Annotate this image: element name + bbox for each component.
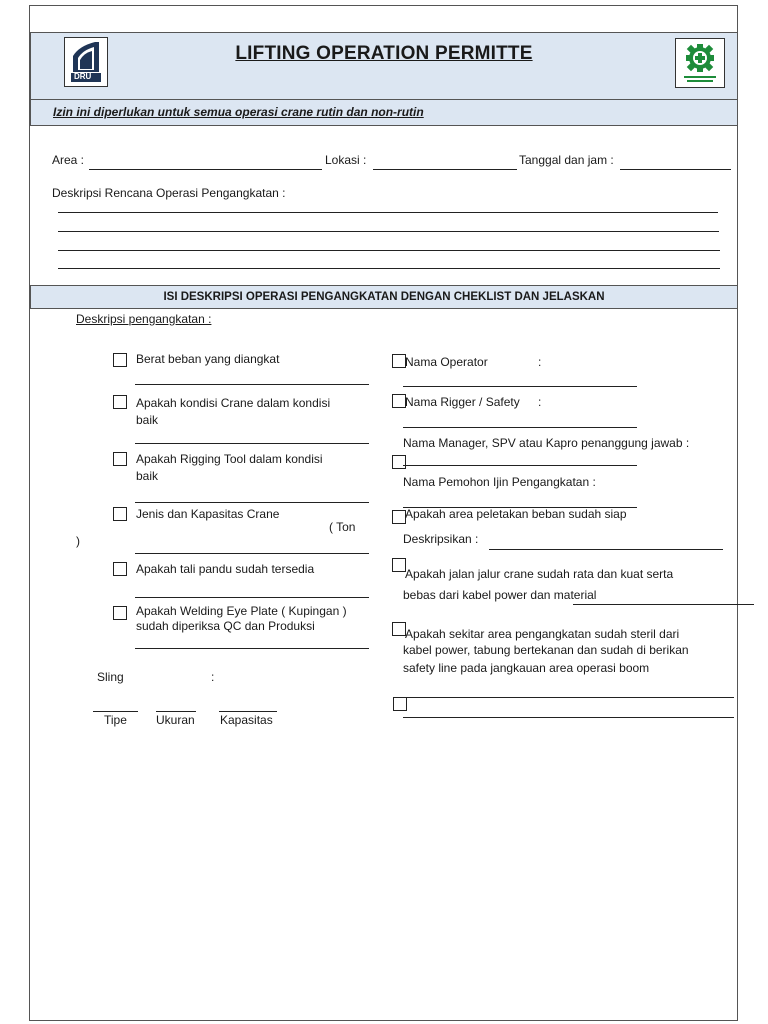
logo-text: DRU bbox=[74, 72, 92, 81]
item-jalan-jalur-crane: Apakah jalan jalur crane sudah rata dan kuat serta bbox=[405, 567, 674, 581]
item-sekitar-area-3: safety line pada jangkauan area operasi boom bbox=[403, 661, 650, 675]
deskripsikan-label: Deskripsikan : bbox=[403, 532, 479, 546]
form-header bbox=[30, 32, 738, 100]
sling-colon: : bbox=[211, 670, 215, 684]
kondisi-crane-field[interactable] bbox=[135, 443, 369, 444]
tanggal-label: Tanggal dan jam : bbox=[519, 153, 614, 167]
deskripsikan-field[interactable] bbox=[489, 549, 723, 550]
checkbox-jalan-jalur-crane[interactable] bbox=[392, 558, 406, 572]
item-tali-pandu: Apakah tali pandu sudah tersedia bbox=[136, 562, 315, 576]
item-berat-beban: Berat beban yang diangkat bbox=[136, 352, 280, 366]
deskripsi-line-3[interactable] bbox=[58, 250, 720, 251]
jenis-crane-field[interactable] bbox=[135, 553, 369, 554]
item-sekitar-area-2: kabel power, tabung bertekanan dan sudah di berikan bbox=[403, 643, 689, 657]
deskripsi-line-2[interactable] bbox=[58, 231, 719, 232]
deskripsi-line-4[interactable] bbox=[58, 268, 720, 269]
page-title: LIFTING OPERATION PERMITTE bbox=[235, 43, 533, 64]
checkbox-tali-pandu[interactable] bbox=[113, 562, 127, 576]
area-field[interactable] bbox=[89, 169, 322, 170]
lokasi-label: Lokasi : bbox=[325, 153, 367, 167]
item-jenis-crane: Jenis dan Kapasitas Crane bbox=[136, 507, 280, 521]
checkbox-berat-beban[interactable] bbox=[113, 353, 127, 367]
kapasitas-label: Kapasitas bbox=[220, 713, 273, 727]
checkbox-kondisi-crane[interactable] bbox=[113, 395, 127, 409]
kapasitas-field[interactable] bbox=[219, 711, 277, 712]
subtitle: Izin ini diperlukan untuk semua operasi crane rutin dan non-rutin bbox=[53, 105, 424, 119]
item-nama-rigger: Nama Rigger / Safety bbox=[405, 395, 520, 409]
jalan-jalur-crane-field[interactable] bbox=[573, 604, 754, 605]
rigger-colon: : bbox=[538, 395, 542, 409]
sekitar-area-field[interactable] bbox=[403, 697, 734, 698]
checkbox-nama-operator[interactable] bbox=[392, 354, 406, 368]
item-kondisi-crane: Apakah kondisi Crane dalam kondisi bbox=[136, 396, 331, 410]
nama-manager-field[interactable] bbox=[403, 465, 637, 466]
checkbox-nama-manager[interactable] bbox=[392, 455, 406, 469]
deskripsi-pengangkatan-label: Deskripsi pengangkatan : bbox=[76, 312, 212, 326]
item-sekitar-area: Apakah sekitar area pengangkatan sudah steril dari bbox=[405, 627, 680, 641]
checkbox-sekitar-area[interactable] bbox=[392, 622, 406, 636]
area-label: Area : bbox=[52, 153, 85, 167]
paren-close: ) bbox=[76, 534, 80, 548]
ukuran-field[interactable] bbox=[156, 711, 196, 712]
tipe-label: Tipe bbox=[104, 713, 127, 727]
berat-beban-field[interactable] bbox=[135, 384, 369, 385]
item-rigging-tool: Apakah Rigging Tool dalam kondisi bbox=[136, 452, 323, 466]
safety-gear-icon bbox=[676, 39, 724, 87]
deskripsi-line-1[interactable] bbox=[58, 212, 718, 213]
checkbox-nama-rigger[interactable] bbox=[392, 394, 406, 408]
k3-logo bbox=[675, 38, 725, 88]
checklist-section-title: ISI DESKRIPSI OPERASI PENGANGKATAN DENGAN CHEKLIST DAN JELASKAN bbox=[30, 285, 738, 309]
checkbox-welding-eye-plate[interactable] bbox=[113, 606, 127, 620]
item-area-peletakan: Apakah area peletakan beban sudah siap bbox=[405, 507, 627, 521]
checkbox-extra[interactable] bbox=[393, 697, 407, 711]
item-kondisi-crane-2: baik bbox=[136, 413, 159, 427]
item-nama-manager: Nama Manager, SPV atau Kapro penanggung jawab : bbox=[403, 436, 690, 450]
welding-eye-plate-field[interactable] bbox=[135, 648, 369, 649]
extra-field[interactable] bbox=[403, 717, 734, 718]
item-rigging-tool-2: baik bbox=[136, 469, 159, 483]
ukuran-label: Ukuran bbox=[156, 713, 195, 727]
item-welding-eye-plate-2: sudah diperiksa QC dan Produksi bbox=[136, 619, 315, 633]
nama-operator-field[interactable] bbox=[403, 386, 637, 387]
nama-rigger-field[interactable] bbox=[403, 427, 637, 428]
checkbox-rigging-tool[interactable] bbox=[113, 452, 127, 466]
tanggal-field[interactable] bbox=[620, 169, 731, 170]
item-jalan-jalur-crane-2: bebas dari kabel power dan material bbox=[403, 588, 597, 602]
deskripsi-rencana-label: Deskripsi Rencana Operasi Pengangkatan : bbox=[52, 186, 286, 200]
item-nama-pemohon: Nama Pemohon Ijin Pengangkatan : bbox=[403, 475, 596, 489]
rigging-tool-field[interactable] bbox=[135, 502, 369, 503]
tipe-field[interactable] bbox=[93, 711, 138, 712]
operator-colon: : bbox=[538, 355, 542, 369]
tali-pandu-field[interactable] bbox=[135, 597, 369, 598]
checkbox-area-peletakan[interactable] bbox=[392, 510, 406, 524]
item-welding-eye-plate: Apakah Welding Eye Plate ( Kupingan ) bbox=[136, 604, 347, 618]
ton-label: ( Ton bbox=[329, 520, 356, 534]
subtitle-bar bbox=[30, 100, 738, 126]
checkbox-jenis-crane[interactable] bbox=[113, 507, 127, 521]
lokasi-field[interactable] bbox=[373, 169, 517, 170]
item-nama-operator: Nama Operator bbox=[405, 355, 488, 369]
sling-label: Sling bbox=[97, 670, 124, 684]
